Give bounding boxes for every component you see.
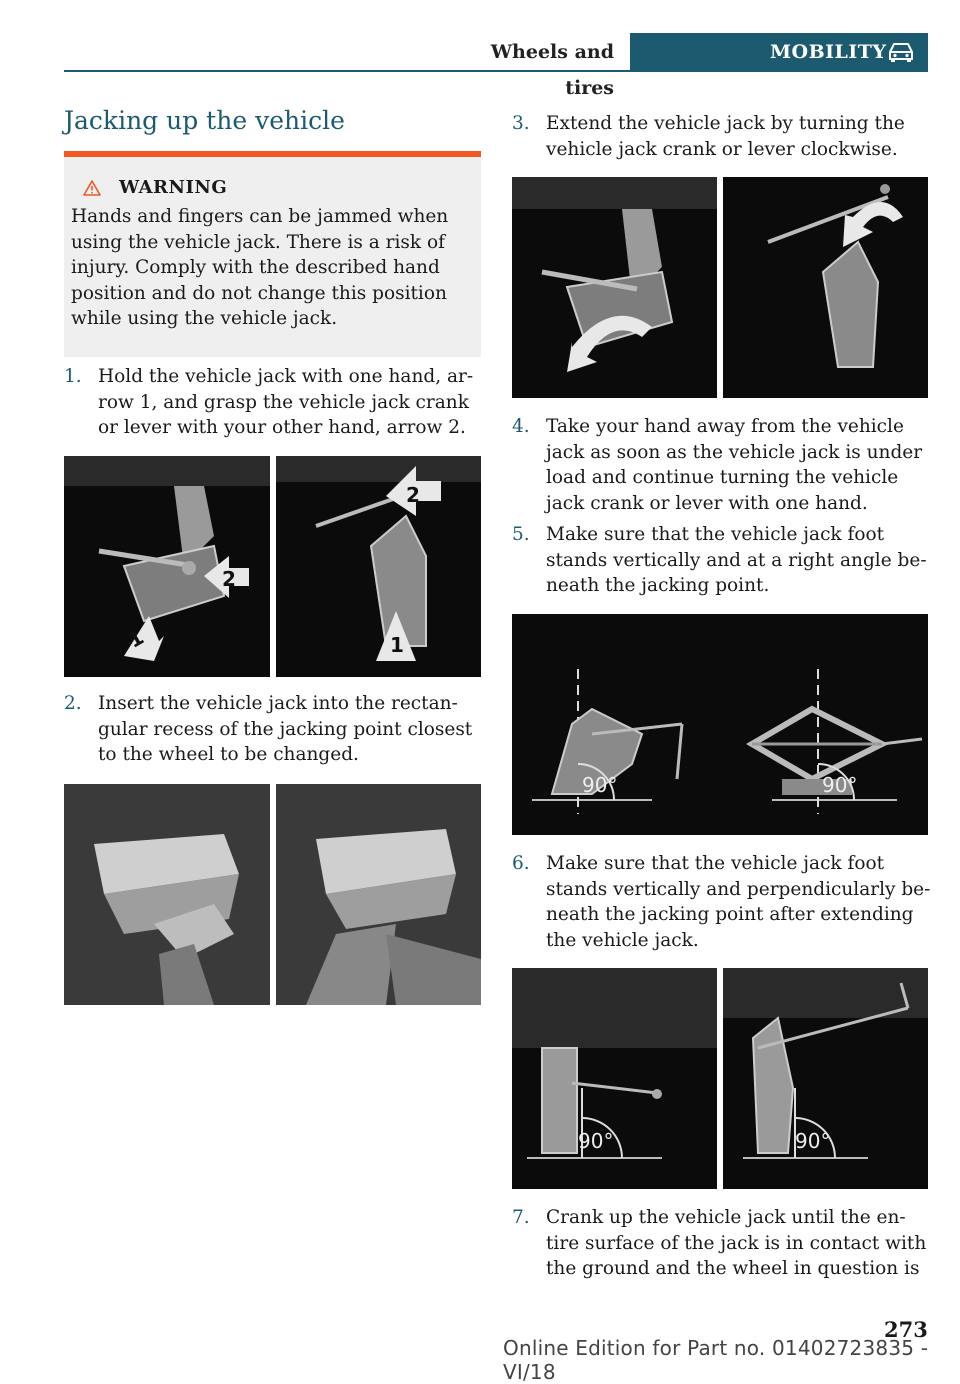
warning-label: WARNING <box>119 177 228 198</box>
figure-jack-right-angle <box>512 614 928 835</box>
warning-line: Hands and fingers can be jammed when <box>71 206 449 227</box>
page-number: 273 <box>884 1317 928 1342</box>
step-line: gular recess of the jacking point closest <box>98 718 473 740</box>
step-line: Extend the vehicle jack by turning the <box>546 113 905 134</box>
figure-arrow-label-2: 2 <box>222 567 236 591</box>
header-chapter-label: MOBILITY <box>770 41 887 63</box>
header-rule <box>64 70 928 72</box>
step-line: Hold the vehicle jack with one hand, ar- <box>98 366 474 387</box>
step-line: tire surface of the jack is in contact with <box>546 1232 927 1254</box>
step-line: vehicle jack crank or lever clockwise. <box>546 138 898 160</box>
step-line: Make sure that the vehicle jack foot <box>546 853 885 874</box>
step-line: Crank up the vehicle jack until the en- <box>546 1207 906 1228</box>
step-number: 5. <box>512 524 530 545</box>
step-1 <box>64 364 484 444</box>
step-2 <box>64 691 484 771</box>
angle-label: 90° <box>822 773 858 797</box>
step-line: Take your hand away from the vehicle <box>546 416 904 437</box>
header-section-title: Wheels and tires <box>490 41 614 99</box>
step-line: or lever with your other hand, arrow 2. <box>98 417 466 438</box>
warning-triangle-icon <box>83 180 101 196</box>
warning-line: injury. Comply with the described hand <box>71 257 440 278</box>
step-number: 6. <box>512 853 530 874</box>
warning-line: position and do not change this position <box>71 282 447 304</box>
page-title: Jacking up the vehicle <box>64 106 345 135</box>
step-line: the vehicle jack. <box>546 929 699 951</box>
step-line: jack crank or lever with one hand. <box>546 492 868 514</box>
step-3 <box>512 111 932 166</box>
step-line: stands vertically and at a right angle be- <box>546 549 927 571</box>
warning-heading <box>71 177 473 198</box>
step-4 <box>512 414 932 518</box>
warning-line: while using the vehicle jack. <box>71 308 338 329</box>
step-line: the ground and the wheel in question is <box>546 1258 920 1279</box>
figure-arrow-label-1: 1 <box>123 624 148 653</box>
header-chapter-tab <box>630 33 928 71</box>
figure-jack-hold-right <box>276 456 481 677</box>
step-number: 1. <box>64 366 82 387</box>
step-number: 7. <box>512 1207 530 1228</box>
step-line: stands vertically and perpendicularly be- <box>546 878 931 900</box>
footer-edition: Online Edition for Part no. 01402723835 - VI/18 <box>503 1336 929 1384</box>
step-6 <box>512 851 932 955</box>
car-icon <box>886 41 916 63</box>
step-number: 4. <box>512 416 530 437</box>
figure-jacking-point-left <box>64 784 270 1005</box>
step-line: Make sure that the vehicle jack foot <box>546 524 885 545</box>
figure-jack-hold-left <box>64 456 270 677</box>
figure-arrow-label-2: 2 <box>406 483 420 507</box>
step-number: 3. <box>512 113 530 134</box>
warning-text <box>71 204 473 332</box>
step-line: neath the jacking point. <box>546 575 770 596</box>
warning-box <box>64 151 481 357</box>
figure-extend-jack-left <box>512 177 717 398</box>
step-line: to the wheel to be changed. <box>98 744 359 765</box>
step-7 <box>512 1205 932 1285</box>
angle-label: 90° <box>795 1129 831 1153</box>
step-line: row 1, and grasp the vehicle jack crank <box>98 391 469 413</box>
warning-line: using the vehicle jack. There is a risk of <box>71 231 445 253</box>
figure-jack-extended-right <box>723 968 928 1189</box>
step-line: neath the jacking point after extending <box>546 904 914 925</box>
figure-extend-jack-right <box>723 177 928 398</box>
step-5 <box>512 522 932 602</box>
figure-arrow-label-1: 1 <box>390 633 404 657</box>
step-line: jack as soon as the vehicle jack is under <box>546 441 923 463</box>
figure-jack-extended-left <box>512 968 717 1189</box>
figure-jacking-point-right <box>276 784 481 1005</box>
angle-label: 90° <box>582 773 618 797</box>
step-number: 2. <box>64 693 82 714</box>
angle-label: 90° <box>578 1129 614 1153</box>
step-line: Insert the vehicle jack into the rectan- <box>98 693 458 714</box>
step-line: load and continue turning the vehicle <box>546 467 899 488</box>
